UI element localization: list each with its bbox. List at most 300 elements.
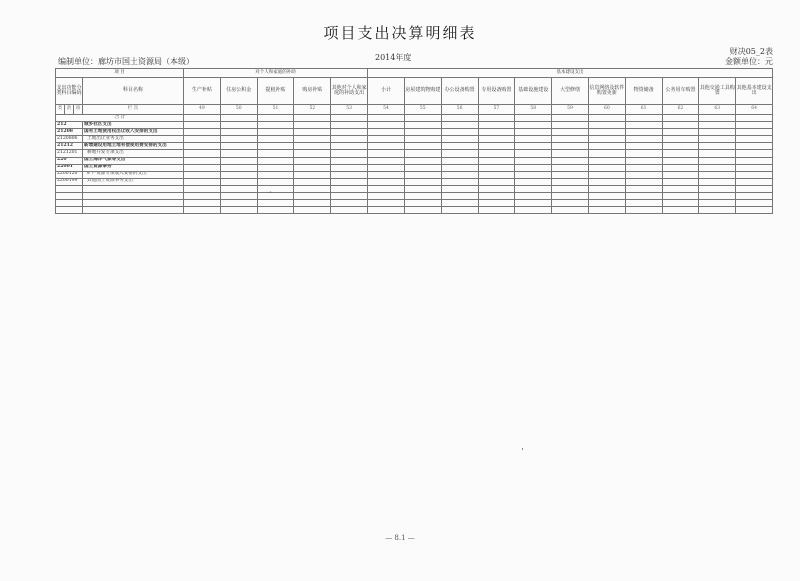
amount-cell xyxy=(257,185,294,192)
amount-cell xyxy=(662,143,699,150)
amount-cell xyxy=(515,143,552,150)
amount-cell xyxy=(404,157,441,164)
amount-cell xyxy=(588,157,625,164)
amount-cell xyxy=(368,143,405,150)
amount-cell xyxy=(441,171,478,178)
amount-cell xyxy=(625,193,662,200)
amount-cell xyxy=(662,193,699,200)
amount-cell xyxy=(184,207,221,214)
money-unit: 金额单位：元 xyxy=(725,57,773,66)
amount-cell xyxy=(404,200,441,207)
column-number: 60 xyxy=(588,105,625,115)
column-header: 其他交通工具购置 xyxy=(699,78,736,105)
column-number: 55 xyxy=(404,105,441,115)
total-cell xyxy=(441,115,478,122)
amount-cell xyxy=(441,178,478,185)
amount-cell xyxy=(331,122,368,129)
kuan-header: 款 xyxy=(65,105,74,115)
project-group-header: 项 目 xyxy=(56,69,184,78)
amount-cell xyxy=(588,178,625,185)
total-cell xyxy=(625,115,662,122)
amount-cell xyxy=(736,193,773,200)
amount-cell xyxy=(552,136,589,143)
amount-cell xyxy=(441,129,478,136)
total-label: 合 计 xyxy=(56,115,184,122)
amount-cell xyxy=(331,178,368,185)
subject-name-cell: 新增建设用地土地有偿使用费安排的支出 xyxy=(83,143,184,150)
amount-cell xyxy=(257,122,294,129)
amount-cell xyxy=(294,129,331,136)
amount-cell xyxy=(588,200,625,207)
subject-name-cell: 国有土地使用权出让收入安排的支出 xyxy=(83,129,184,136)
amount-cell xyxy=(441,157,478,164)
amount-cell xyxy=(736,207,773,214)
amount-cell xyxy=(552,143,589,150)
amount-cell xyxy=(257,157,294,164)
amount-cell xyxy=(220,143,257,150)
subject-name-cell: 城乡社区支出 xyxy=(83,122,184,129)
amount-cell xyxy=(588,207,625,214)
row-number-header: 栏 次 xyxy=(83,105,184,115)
amount-cell xyxy=(331,200,368,207)
column-number: 61 xyxy=(625,105,662,115)
amount-cell xyxy=(294,193,331,200)
amount-cell xyxy=(368,200,405,207)
amount-cell xyxy=(515,136,552,143)
amount-cell xyxy=(736,200,773,207)
amount-cell xyxy=(588,136,625,143)
capital-group-header: 基本建设支出 xyxy=(368,69,773,78)
amount-cell xyxy=(736,171,773,178)
function-code-cell: 220 xyxy=(56,157,83,164)
amount-cell xyxy=(184,185,221,192)
amount-cell xyxy=(220,136,257,143)
total-cell xyxy=(220,115,257,122)
amount-cell xyxy=(699,171,736,178)
amount-cell xyxy=(625,200,662,207)
function-code-header: 支出功能分类科目编码 xyxy=(56,78,83,105)
amount-cell xyxy=(368,171,405,178)
amount-cell xyxy=(257,143,294,150)
total-cell xyxy=(736,115,773,122)
column-header: 住房公积金 xyxy=(220,78,257,105)
total-cell xyxy=(368,115,405,122)
amount-cell xyxy=(184,150,221,157)
amount-cell xyxy=(404,185,441,192)
form-code: 财决05_2表 xyxy=(729,47,773,56)
column-number: 49 xyxy=(184,105,221,115)
amount-cell xyxy=(331,171,368,178)
amount-cell xyxy=(404,122,441,129)
column-number: 52 xyxy=(294,105,331,115)
amount-cell xyxy=(625,150,662,157)
amount-cell xyxy=(552,207,589,214)
amount-cell xyxy=(662,150,699,157)
amount-cell xyxy=(662,136,699,143)
amount-cell xyxy=(625,178,662,185)
amount-cell xyxy=(662,171,699,178)
amount-cell xyxy=(662,178,699,185)
amount-cell xyxy=(368,207,405,214)
amount-cell xyxy=(441,143,478,150)
amount-cell xyxy=(368,157,405,164)
amount-cell xyxy=(625,129,662,136)
scan-speck xyxy=(522,448,523,450)
amount-cell xyxy=(331,193,368,200)
amount-cell xyxy=(441,164,478,171)
column-header: 其他对个人和家庭的补助支出 xyxy=(331,78,368,105)
amount-cell xyxy=(220,164,257,171)
amount-cell xyxy=(736,150,773,157)
total-cell xyxy=(699,115,736,122)
column-number: 63 xyxy=(699,105,736,115)
amount-cell xyxy=(515,164,552,171)
amount-cell xyxy=(220,207,257,214)
amount-cell xyxy=(404,129,441,136)
amount-cell xyxy=(515,129,552,136)
class-header: 类 xyxy=(56,105,65,115)
amount-cell xyxy=(699,200,736,207)
fiscal-year: 2014年度 xyxy=(375,53,412,62)
amount-cell xyxy=(294,122,331,129)
amount-cell xyxy=(699,193,736,200)
amount-cell xyxy=(478,143,515,150)
amount-cell xyxy=(331,207,368,214)
column-header: 办公设备购置 xyxy=(441,78,478,105)
amount-cell xyxy=(294,136,331,143)
amount-cell xyxy=(404,136,441,143)
amount-cell xyxy=(404,178,441,185)
column-header: 小计 xyxy=(368,78,405,105)
function-code-cell: 22001 xyxy=(56,164,83,171)
amount-cell xyxy=(662,122,699,129)
subject-name-cell: 土地出让业务支出 xyxy=(83,136,184,143)
amount-cell xyxy=(331,185,368,192)
amount-cell xyxy=(441,185,478,192)
amount-cell xyxy=(699,157,736,164)
amount-cell xyxy=(257,129,294,136)
amount-cell xyxy=(441,136,478,143)
reporting-unit: 编制单位：廊坊市国土资源局（本级） xyxy=(58,57,194,66)
household-group-header: 对个人和家庭的补助 xyxy=(184,69,368,78)
amount-cell xyxy=(699,122,736,129)
subject-name-cell xyxy=(83,193,184,200)
amount-cell xyxy=(257,171,294,178)
item-header: 项 xyxy=(74,105,83,115)
column-header: 物资储备 xyxy=(625,78,662,105)
amount-cell xyxy=(515,207,552,214)
amount-cell xyxy=(699,178,736,185)
amount-cell xyxy=(699,136,736,143)
amount-cell xyxy=(257,164,294,171)
amount-cell xyxy=(625,157,662,164)
function-code-cell xyxy=(56,207,83,214)
amount-cell xyxy=(368,164,405,171)
subject-name-cell: 耕地开发专项支出 xyxy=(83,150,184,157)
function-code-cell xyxy=(56,200,83,207)
amount-cell xyxy=(257,178,294,185)
amount-cell xyxy=(184,136,221,143)
amount-cell xyxy=(441,200,478,207)
amount-cell xyxy=(294,178,331,185)
table-row xyxy=(56,207,773,214)
amount-cell xyxy=(699,143,736,150)
amount-cell xyxy=(588,185,625,192)
amount-cell xyxy=(368,122,405,129)
amount-cell xyxy=(699,185,736,192)
amount-cell xyxy=(699,129,736,136)
amount-cell xyxy=(404,193,441,200)
amount-cell xyxy=(220,122,257,129)
amount-cell xyxy=(552,129,589,136)
amount-cell xyxy=(220,157,257,164)
amount-cell xyxy=(368,193,405,200)
amount-cell xyxy=(588,122,625,129)
column-header: 房屋建筑物购建 xyxy=(404,78,441,105)
amount-cell xyxy=(331,150,368,157)
amount-cell xyxy=(478,129,515,136)
amount-cell xyxy=(478,164,515,171)
table-row xyxy=(56,136,773,143)
table-row xyxy=(56,129,773,136)
amount-cell xyxy=(588,171,625,178)
amount-cell xyxy=(625,185,662,192)
table-row xyxy=(56,178,773,185)
amount-cell xyxy=(478,122,515,129)
amount-cell xyxy=(294,150,331,157)
amount-cell xyxy=(404,171,441,178)
amount-cell xyxy=(404,150,441,157)
amount-cell xyxy=(625,207,662,214)
expenditure-table xyxy=(55,68,773,214)
amount-cell xyxy=(478,178,515,185)
amount-cell xyxy=(515,157,552,164)
amount-cell xyxy=(625,136,662,143)
amount-cell xyxy=(331,164,368,171)
amount-cell xyxy=(220,171,257,178)
amount-cell xyxy=(515,171,552,178)
total-cell xyxy=(662,115,699,122)
amount-cell xyxy=(515,185,552,192)
amount-cell xyxy=(552,150,589,157)
amount-cell xyxy=(220,200,257,207)
total-cell xyxy=(552,115,589,122)
subject-name-cell xyxy=(83,185,184,192)
column-header: 生产补贴 xyxy=(184,78,221,105)
amount-cell xyxy=(294,171,331,178)
amount-cell xyxy=(257,207,294,214)
column-number: 57 xyxy=(478,105,515,115)
amount-cell xyxy=(331,136,368,143)
column-header: 公务用车购置 xyxy=(662,78,699,105)
column-number: 64 xyxy=(736,105,773,115)
amount-cell xyxy=(368,129,405,136)
amount-cell xyxy=(552,157,589,164)
amount-cell xyxy=(441,207,478,214)
column-header: 专用设备购置 xyxy=(478,78,515,105)
function-code-cell: 2121201 xyxy=(56,150,83,157)
amount-cell xyxy=(478,157,515,164)
amount-cell xyxy=(515,150,552,157)
amount-cell xyxy=(220,185,257,192)
amount-cell xyxy=(184,164,221,171)
subject-name-cell: 其他国土资源事务支出 xyxy=(83,178,184,185)
amount-cell xyxy=(736,129,773,136)
amount-cell xyxy=(625,171,662,178)
amount-cell xyxy=(220,178,257,185)
amount-cell xyxy=(662,164,699,171)
amount-cell xyxy=(662,185,699,192)
amount-cell xyxy=(699,150,736,157)
column-header: 购房补贴 xyxy=(294,78,331,105)
amount-cell xyxy=(699,207,736,214)
table-row xyxy=(56,200,773,207)
function-code-cell: 212 xyxy=(56,122,83,129)
amount-cell xyxy=(184,122,221,129)
amount-cell xyxy=(662,207,699,214)
subject-name-cell xyxy=(83,207,184,214)
column-number: 54 xyxy=(368,105,405,115)
amount-cell xyxy=(220,129,257,136)
amount-cell xyxy=(552,122,589,129)
amount-cell xyxy=(736,164,773,171)
table-row xyxy=(56,122,773,129)
column-number: 56 xyxy=(441,105,478,115)
column-header: 大型修缮 xyxy=(552,78,589,105)
amount-cell xyxy=(662,129,699,136)
report-title: 项目支出决算明细表 xyxy=(323,24,477,42)
column-header: 基础设施建设 xyxy=(515,78,552,105)
function-code-cell xyxy=(56,193,83,200)
amount-cell xyxy=(257,150,294,157)
subject-name-cell: 国土资源事务 xyxy=(83,164,184,171)
amount-cell xyxy=(736,178,773,185)
amount-cell xyxy=(184,157,221,164)
total-cell xyxy=(588,115,625,122)
amount-cell xyxy=(220,150,257,157)
function-code-cell: 21212 xyxy=(56,143,83,150)
table-row xyxy=(56,143,773,150)
amount-cell xyxy=(257,200,294,207)
amount-cell xyxy=(478,171,515,178)
total-cell xyxy=(184,115,221,122)
amount-cell xyxy=(404,143,441,150)
amount-cell xyxy=(552,193,589,200)
amount-cell xyxy=(441,150,478,157)
table-row xyxy=(56,171,773,178)
amount-cell xyxy=(625,122,662,129)
function-code-cell xyxy=(56,185,83,192)
amount-cell xyxy=(478,200,515,207)
amount-cell xyxy=(588,150,625,157)
amount-cell xyxy=(294,143,331,150)
column-number: 50 xyxy=(220,105,257,115)
amount-cell xyxy=(184,171,221,178)
amount-cell xyxy=(331,129,368,136)
amount-cell xyxy=(294,164,331,171)
total-cell xyxy=(257,115,294,122)
amount-cell xyxy=(515,193,552,200)
amount-cell xyxy=(404,207,441,214)
amount-cell xyxy=(331,157,368,164)
table-row xyxy=(56,193,773,200)
column-number: 51 xyxy=(257,105,294,115)
amount-cell xyxy=(515,178,552,185)
subject-name-cell: 国土海洋气象等支出 xyxy=(83,157,184,164)
amount-cell xyxy=(515,200,552,207)
amount-cell xyxy=(478,136,515,143)
total-cell xyxy=(294,115,331,122)
amount-cell xyxy=(441,122,478,129)
amount-cell xyxy=(736,185,773,192)
total-cell xyxy=(331,115,368,122)
amount-cell xyxy=(368,185,405,192)
function-code-cell: 2120806 xyxy=(56,136,83,143)
amount-cell xyxy=(552,164,589,171)
amount-cell xyxy=(736,143,773,150)
amount-cell xyxy=(257,193,294,200)
amount-cell xyxy=(588,193,625,200)
column-number: 53 xyxy=(331,105,368,115)
amount-cell xyxy=(662,200,699,207)
column-number: 62 xyxy=(662,105,699,115)
column-header: 信息网络及软件购置更新 xyxy=(588,78,625,105)
amount-cell xyxy=(441,193,478,200)
amount-cell xyxy=(184,178,221,185)
amount-cell xyxy=(294,157,331,164)
total-cell xyxy=(404,115,441,122)
amount-cell xyxy=(552,171,589,178)
amount-cell xyxy=(478,193,515,200)
amount-cell xyxy=(736,136,773,143)
amount-cell xyxy=(662,157,699,164)
amount-cell xyxy=(625,143,662,150)
amount-cell xyxy=(625,164,662,171)
amount-cell xyxy=(736,157,773,164)
amount-cell xyxy=(736,122,773,129)
amount-cell xyxy=(184,129,221,136)
amount-cell xyxy=(294,185,331,192)
amount-cell xyxy=(257,136,294,143)
amount-cell xyxy=(184,143,221,150)
column-number: 58 xyxy=(515,105,552,115)
amount-cell xyxy=(478,185,515,192)
column-header: 其他基本建设支出 xyxy=(736,78,773,105)
column-header: 提租补贴 xyxy=(257,78,294,105)
amount-cell xyxy=(515,122,552,129)
page-number: — 8.1 — xyxy=(385,534,415,542)
column-number: 59 xyxy=(552,105,589,115)
amount-cell xyxy=(184,193,221,200)
function-code-cell: 21208 xyxy=(56,129,83,136)
amount-cell xyxy=(552,200,589,207)
total-cell xyxy=(478,115,515,122)
amount-cell xyxy=(368,136,405,143)
subject-name-cell: 矿产资源专项收入安排的支出 xyxy=(83,171,184,178)
table-row xyxy=(56,185,773,192)
stray-dot: • xyxy=(269,190,272,196)
amount-cell xyxy=(588,164,625,171)
amount-cell xyxy=(552,178,589,185)
subject-name-header: 科目名称 xyxy=(83,78,184,105)
amount-cell xyxy=(294,207,331,214)
amount-cell xyxy=(588,129,625,136)
amount-cell xyxy=(294,200,331,207)
table-row xyxy=(56,150,773,157)
amount-cell xyxy=(478,150,515,157)
function-code-cell: 2200120 xyxy=(56,171,83,178)
amount-cell xyxy=(368,150,405,157)
